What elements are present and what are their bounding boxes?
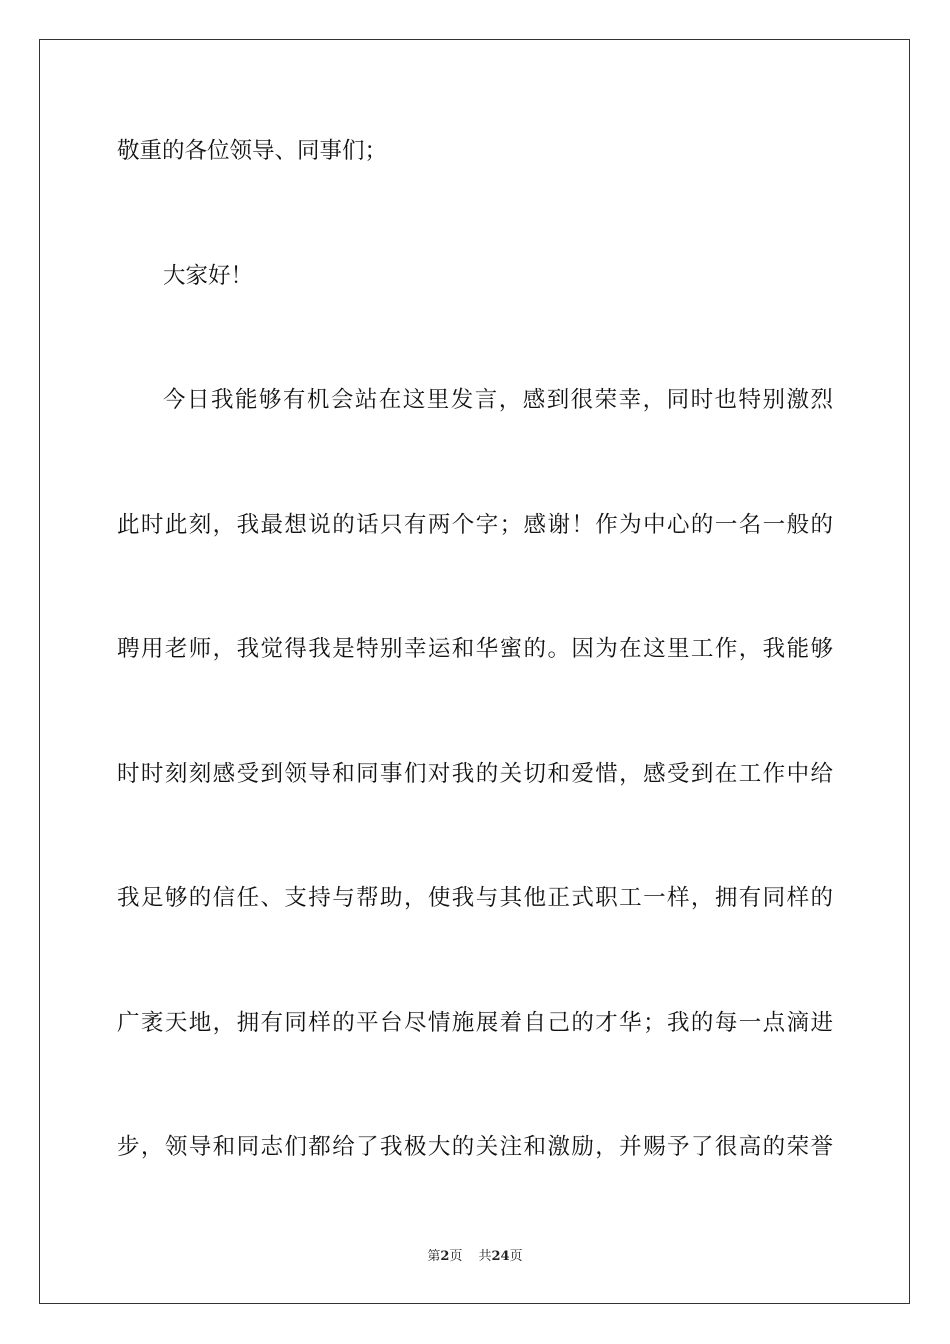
salutation-line: 敬重的各位领导、同事们； xyxy=(117,138,388,164)
page-border xyxy=(39,39,910,1304)
total-suffix: 页 xyxy=(509,1249,523,1264)
total-pages: 24 xyxy=(491,1249,510,1264)
paragraph-line: 今日我能够有机会站在这里发言，感到很荣幸，同时也特别激烈 xyxy=(163,387,833,413)
paragraph-line: 广袤天地，拥有同样的平台尽情施展着自己的才华；我的每一点滴进 xyxy=(117,1010,833,1036)
paragraph-line: 此时此刻，我最想说的话只有两个字；感谢！作为中心的一名一般的 xyxy=(117,512,833,538)
paragraph-line: 我足够的信任、支持与帮助，使我与其他正式职工一样，拥有同样的 xyxy=(117,885,833,911)
page-footer xyxy=(0,1248,950,1266)
page-prefix: 第 xyxy=(427,1249,441,1264)
page-number: 2 xyxy=(440,1249,450,1264)
paragraph-line: 聘用老师，我觉得我是特别幸运和华蜜的。因为在这里工作，我能够 xyxy=(117,636,833,662)
greeting-line: 大家好！ xyxy=(163,263,254,289)
page-suffix: 页 xyxy=(449,1249,463,1264)
paragraph-line: 时时刻刻感受到领导和同事们对我的关切和爱惜，感受到在工作中给 xyxy=(117,761,833,787)
paragraph-line: 步，领导和同志们都给了我极大的关注和激励，并赐予了很高的荣誉 xyxy=(117,1134,833,1160)
total-prefix: 共 xyxy=(478,1249,492,1264)
